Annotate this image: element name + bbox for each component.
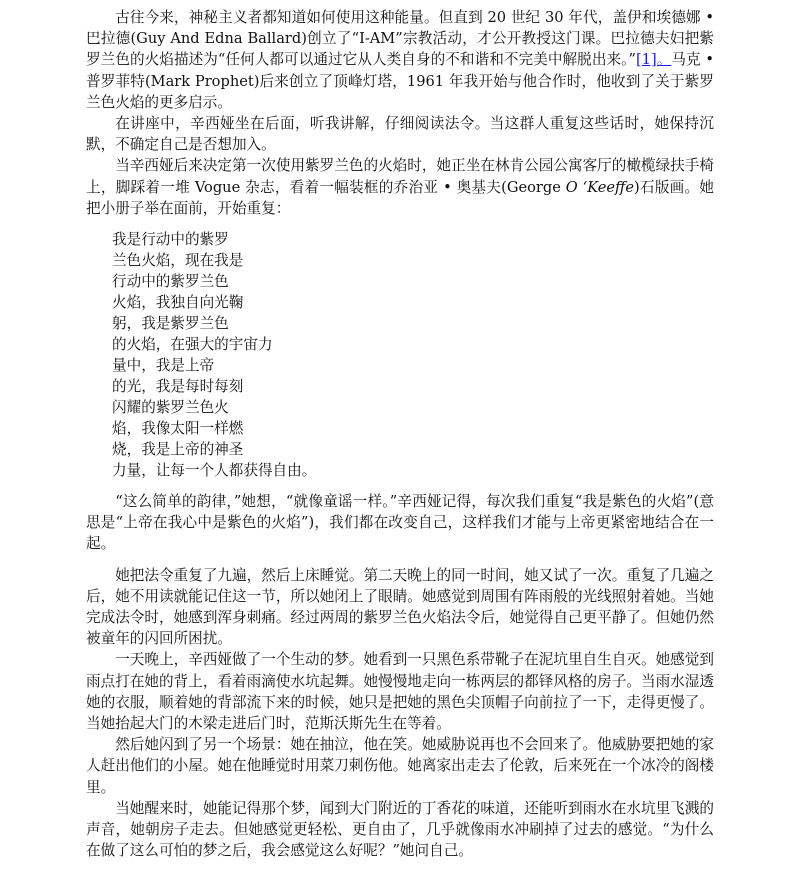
paragraph-first-use-italic: O ‘Keeffe xyxy=(565,178,635,196)
paragraph-lecture: 在讲座中，辛西娅坐在后面，听我讲解，仔细阅读法令。当这群人重复这些话时，她保持沉默，不确定自己是否想加入。 xyxy=(86,115,714,154)
poem-line: 力量，让每一个人都获得自由。 xyxy=(112,462,317,480)
paragraph-first-use xyxy=(86,155,714,219)
poem-line: 的火焰，在强大的宇宙力 xyxy=(112,336,273,354)
poem-line: 闪耀的紫罗兰色火 xyxy=(112,399,229,417)
paragraph-waking: 当她醒来时，她能记得那个梦，闻到大门附近的丁香花的味道，还能听到雨水在水坑里飞溅的声音，她朝房子走去。但她感觉更轻松、更自由了，几乎就像雨水冲刷掉了过去的感觉。“为什么在做了这么可怕的梦之后，我会感觉这么好呢？”她问自己。 xyxy=(86,799,714,860)
poem-line: 兰色火焰，现在我是 xyxy=(112,252,244,270)
poem-line: 焰，我像太阳一样燃 xyxy=(112,420,244,438)
poem-line: 行动中的紫罗兰色 xyxy=(112,273,229,291)
decree-poem xyxy=(112,229,714,481)
poem-line: 烧，我是上帝的神圣 xyxy=(112,441,244,459)
poem-line: 量中，我是上帝 xyxy=(112,357,215,375)
paragraph-first-use-text-a: 当辛西娅后来决定第一次使用紫罗兰色的火焰时，她正坐在林肯公园公寓客厅的橄榄绿扶手椅上，脚踩着一堆 Vogue 杂志，看着一幅装框的乔治亚 • 奥基夫(George xyxy=(86,157,714,196)
poem-line: 火焰，我独自向光鞠 xyxy=(112,294,244,312)
paragraph-history-text-b: 马克 • 普罗菲特(Mark Prophet)后来创立了顶峰灯塔，1961 年我开始与他合作时，他收到了关于紫罗兰色火焰的更多启示。 xyxy=(86,51,714,111)
paragraph-repetition: 她把法令重复了九遍，然后上床睡觉。第二天晚上的同一时间，她又试了一次。重复了几遍之后，她不用读就能记住这一节，所以她闭上了眼睛。她感觉到周围有阵雨般的光线照射着她。当她完成法令时，她感到浑身刺痛。经过两周的紫罗兰色火焰法令后，她觉得自己更平静了。但她仍然被童年的闪回所困扰。 xyxy=(86,566,714,648)
paragraph-first-use-text-b: )石版画。她把小册子举在面前，开始重复： xyxy=(86,178,714,217)
footnote-link[interactable]: [1]。 xyxy=(635,51,672,69)
paragraph-rhyme: “这么简单的韵律，”她想，“就像童谣一样。”辛西娅记得，每次我们重复“我是紫色的火焰”(意思是“上帝在我心中是紫色的火焰”)，我们都在改变自己，这样我们才能与上帝更紧密地结合在一起。 xyxy=(86,493,714,553)
paragraph-dream: 一天晚上，辛西娅做了一个生动的梦。她看到一只黑色系带靴子在泥坑里自生自灭。她感觉到雨点打在她的背上，看着雨滴使水坑起舞。她慢慢地走向一栋两层的都铎风格的房子。当雨水湿透她的衣服，顺着她的背部流下来的时候，她只是把她的黑色尖顶帽子向前拉了一下，走得更慢了。当她抬起大门的木梁走进后门时，范斯沃斯先生在等着。 xyxy=(86,651,714,733)
poem-line: 我是行动中的紫罗 xyxy=(112,231,229,249)
paragraph-history-text-a: 古往今来，神秘主义者都知道如何使用这种能量。但直到 20 世纪 30 年代，盖伊和埃德娜 • 巴拉德(Guy And Edna Ballard)创立了“I-AM”宗教活动，才公开教授这门课。巴拉德夫妇把紫罗兰色的火焰描述为“任何人都可以通过它从人类自身的不和谐和不完美中解脱出来。” xyxy=(86,9,714,69)
paragraph-flashback: 然后她闪到了另一个场景：她在抽泣，他在笑。她威胁说再也不会回来了。他威胁要把她的家人赶出他们的小屋。她在他睡觉时用菜刀刺伤他。她离家出走去了伦敦，后来死在一个冰冷的阁楼里。 xyxy=(86,736,714,796)
poem-line: 躬，我是紫罗兰色 xyxy=(112,315,229,333)
paragraph-history xyxy=(86,7,714,113)
poem-line: 的光，我是每时每刻 xyxy=(112,378,244,396)
